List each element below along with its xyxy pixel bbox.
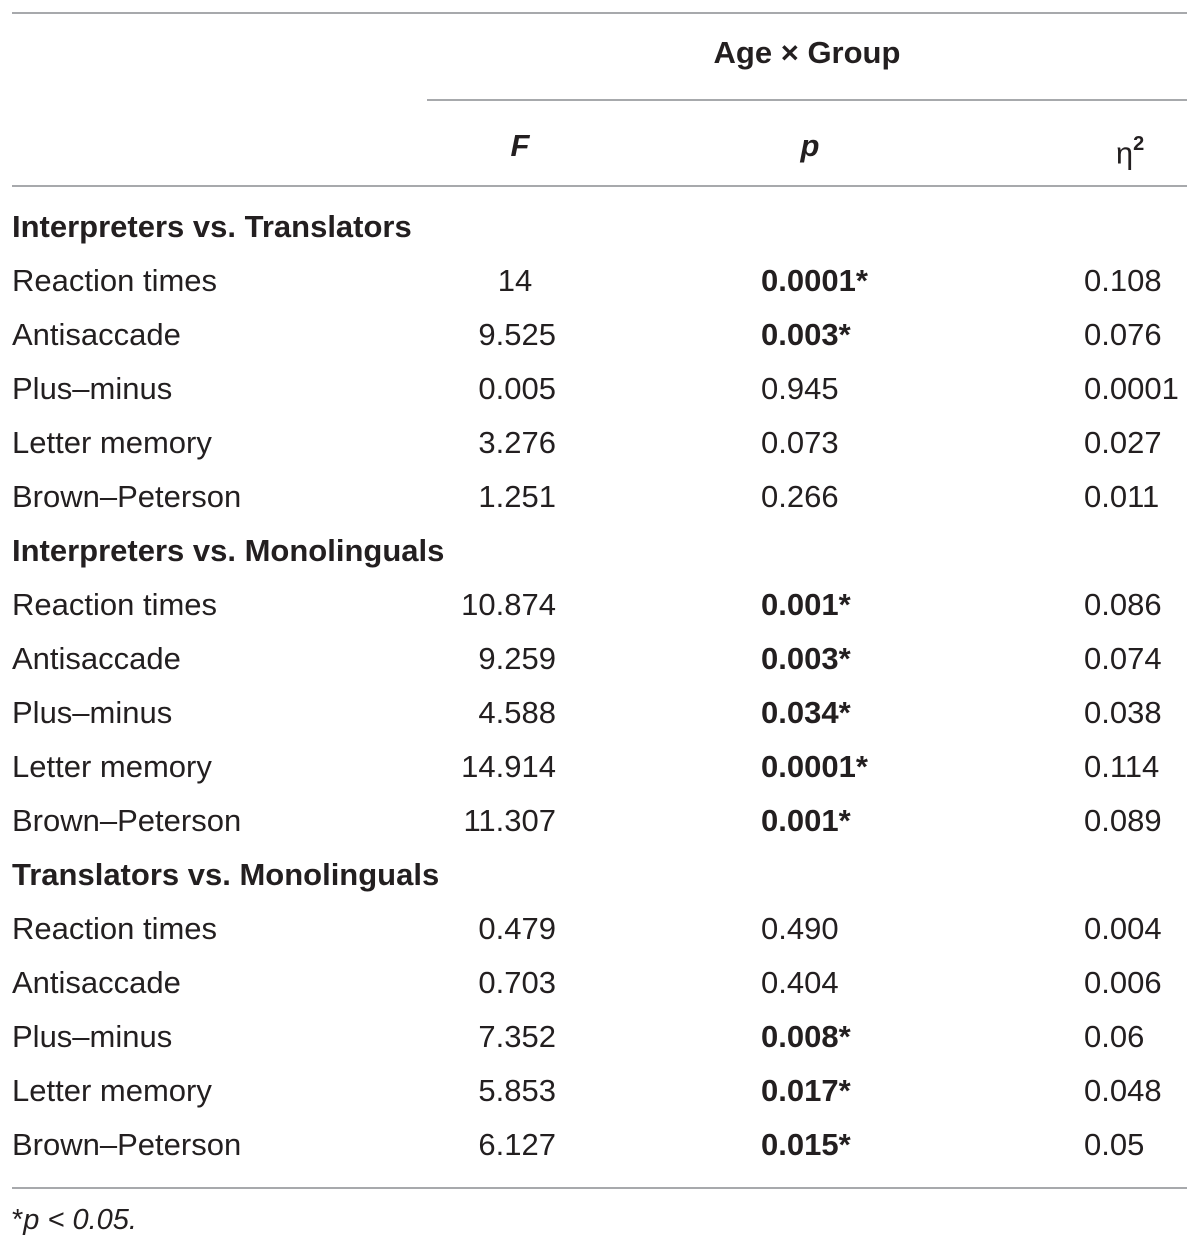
- eta-superscript: 2: [1133, 133, 1145, 155]
- row-eta-value: 0.027: [1084, 425, 1162, 460]
- row-f-value: 14.914: [461, 749, 556, 784]
- row-eta-value: 0.038: [1084, 695, 1162, 730]
- row-measure: Brown–Peterson: [12, 1127, 242, 1162]
- eta-symbol: η: [1115, 135, 1134, 171]
- column-header-p: p: [800, 128, 820, 163]
- row-measure: Plus–minus: [12, 695, 173, 730]
- row-eta-value: 0.05: [1084, 1127, 1145, 1162]
- row-p-value: 0.008*: [761, 1019, 851, 1054]
- row-p-value: 0.404: [761, 965, 839, 1000]
- row-measure: Brown–Peterson: [12, 803, 242, 838]
- row-f-value: 0.479: [478, 911, 556, 946]
- row-measure: Letter memory: [12, 749, 212, 784]
- row-f-value: 11.307: [463, 803, 556, 838]
- row-p-value: 0.003*: [761, 317, 851, 352]
- row-p-value: 0.034*: [761, 695, 851, 730]
- row-eta-value: 0.06: [1084, 1019, 1145, 1054]
- row-f-value: 3.276: [478, 425, 556, 460]
- header-bottom-rule: [12, 185, 1187, 187]
- row-p-value: 0.945: [761, 371, 839, 406]
- row-measure: Plus–minus: [12, 1019, 173, 1054]
- row-f-value: 6.127: [478, 1127, 556, 1162]
- footnote: [12, 1193, 137, 1247]
- row-f-value: 9.525: [478, 317, 556, 352]
- row-f-value: 9.259: [478, 641, 556, 676]
- footnote-text: p < 0.05.: [23, 1204, 137, 1236]
- row-f-value: 4.588: [478, 695, 556, 730]
- row-f-value: 14: [497, 263, 533, 298]
- row-measure: Reaction times: [12, 587, 218, 622]
- column-header-eta: [1040, 119, 1200, 180]
- row-eta-value: 0.006: [1084, 965, 1162, 1000]
- row-p-value: 0.0001*: [761, 749, 868, 784]
- row-p-value: 0.490: [761, 911, 839, 946]
- row-eta-value: 0.076: [1084, 317, 1162, 352]
- row-eta-value: 0.048: [1084, 1073, 1162, 1108]
- row-f-value: 10.874: [461, 587, 556, 622]
- row-eta-value: 0.074: [1084, 641, 1162, 676]
- group-underline-rule: [427, 99, 1187, 101]
- group-header: Age × Group: [713, 35, 901, 70]
- section-title: Interpreters vs. Translators: [12, 209, 412, 244]
- top-rule: [12, 12, 1187, 14]
- row-measure: Antisaccade: [12, 965, 181, 1000]
- row-p-value: 0.001*: [761, 587, 851, 622]
- row-p-value: 0.003*: [761, 641, 851, 676]
- row-measure: Plus–minus: [12, 371, 173, 406]
- row-eta-value: 0.089: [1084, 803, 1162, 838]
- section-title: Translators vs. Monolinguals: [12, 857, 440, 892]
- footnote-star: *: [12, 1204, 24, 1236]
- row-p-value: 0.0001*: [761, 263, 868, 298]
- row-measure: Antisaccade: [12, 317, 181, 352]
- row-p-value: 0.015*: [761, 1127, 851, 1162]
- column-header-f: F: [510, 128, 530, 163]
- row-measure: Letter memory: [12, 1073, 212, 1108]
- row-eta-value: 0.114: [1084, 749, 1160, 784]
- row-measure: Reaction times: [12, 911, 218, 946]
- row-f-value: 5.853: [478, 1073, 556, 1108]
- row-measure: Letter memory: [12, 425, 212, 460]
- row-eta-value: 0.086: [1084, 587, 1162, 622]
- row-measure: Brown–Peterson: [12, 479, 242, 514]
- row-p-value: 0.073: [761, 425, 839, 460]
- row-measure: Reaction times: [12, 263, 218, 298]
- row-p-value: 0.017*: [761, 1073, 851, 1108]
- row-eta-value: 0.0001: [1084, 371, 1179, 406]
- row-f-value: 0.703: [478, 965, 556, 1000]
- row-f-value: 7.352: [478, 1019, 556, 1054]
- row-measure: Antisaccade: [12, 641, 181, 676]
- row-p-value: 0.001*: [761, 803, 851, 838]
- row-f-value: 1.251: [478, 479, 556, 514]
- row-eta-value: 0.011: [1084, 479, 1160, 514]
- row-f-value: 0.005: [478, 371, 556, 406]
- bottom-rule: [12, 1187, 1187, 1189]
- row-eta-value: 0.108: [1084, 263, 1162, 298]
- row-p-value: 0.266: [761, 479, 839, 514]
- section-title: Interpreters vs. Monolinguals: [12, 533, 445, 568]
- row-eta-value: 0.004: [1084, 911, 1162, 946]
